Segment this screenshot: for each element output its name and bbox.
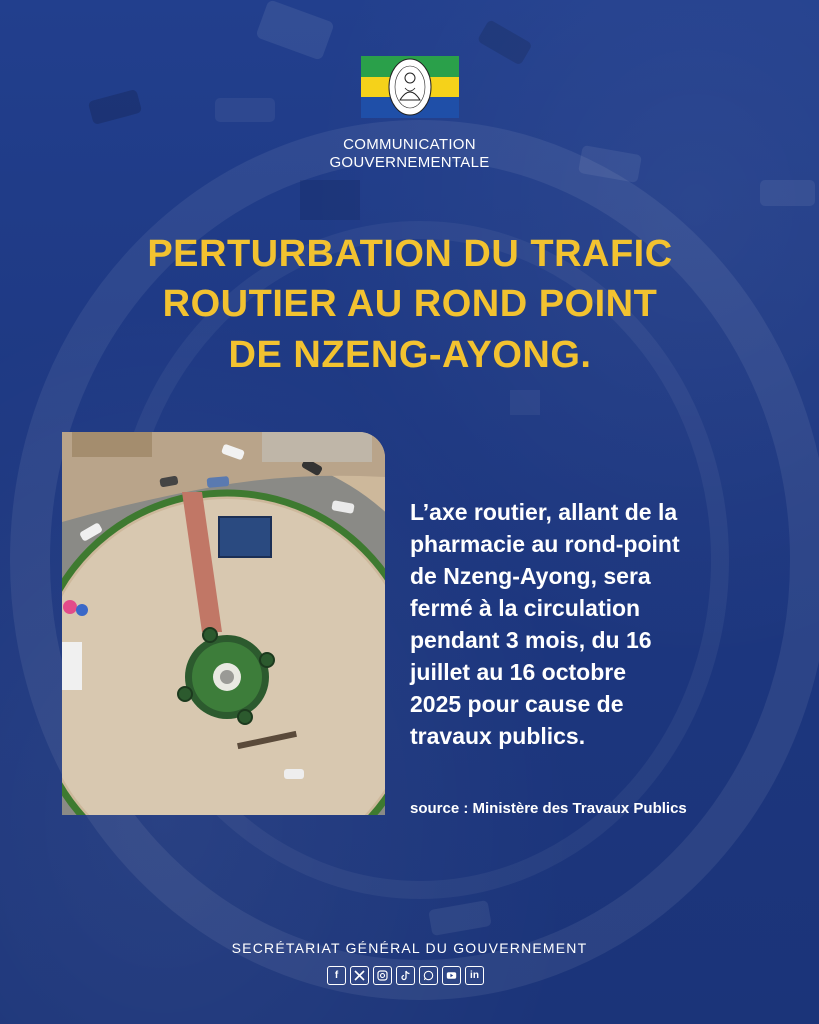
headline-line-2: ROUTIER AU ROND POINT [162, 283, 658, 325]
x-icon[interactable] [350, 966, 369, 985]
announcement-line: pendant 3 mois, du 16 [410, 627, 652, 653]
linkedin-glyph: in [470, 970, 479, 981]
facebook-icon[interactable] [327, 966, 346, 985]
announcement-line: juillet au 16 octobre [410, 659, 626, 685]
whatsapp-icon[interactable] [419, 966, 438, 985]
announcement-line: L’axe routier, allant de la [410, 499, 678, 525]
announcement-text [410, 496, 800, 752]
source-credit: source : Ministère des Travaux Publics [410, 800, 687, 817]
social-links [327, 966, 484, 985]
announcement-line: fermé à la circulation [410, 595, 641, 621]
gabon-flag-logo [361, 56, 459, 118]
gouvernementale-label: GOUVERNEMENTALE [329, 154, 490, 171]
roundabout-aerial-photo [62, 432, 385, 815]
facebook-glyph: f [334, 970, 339, 981]
announcement-line: 2025 pour cause de [410, 691, 624, 717]
communication-label: COMMUNICATION [343, 136, 476, 153]
announcement-line: de Nzeng-Ayong, sera [410, 563, 651, 589]
youtube-icon[interactable] [442, 966, 461, 985]
headline-line-1: PERTURBATION DU TRAFIC [147, 233, 673, 275]
linkedin-icon[interactable] [465, 966, 484, 985]
republic-seal-icon [387, 56, 433, 118]
tiktok-icon[interactable] [396, 966, 415, 985]
footer-title: SECRÉTARIAT GÉNÉRAL DU GOUVERNEMENT [231, 940, 588, 956]
instagram-icon[interactable] [373, 966, 392, 985]
announcement-line: travaux publics. [410, 723, 586, 749]
announcement-line: pharmacie au rond-point [410, 531, 680, 557]
headline-line-3: DE NZENG-AYONG. [228, 334, 592, 376]
